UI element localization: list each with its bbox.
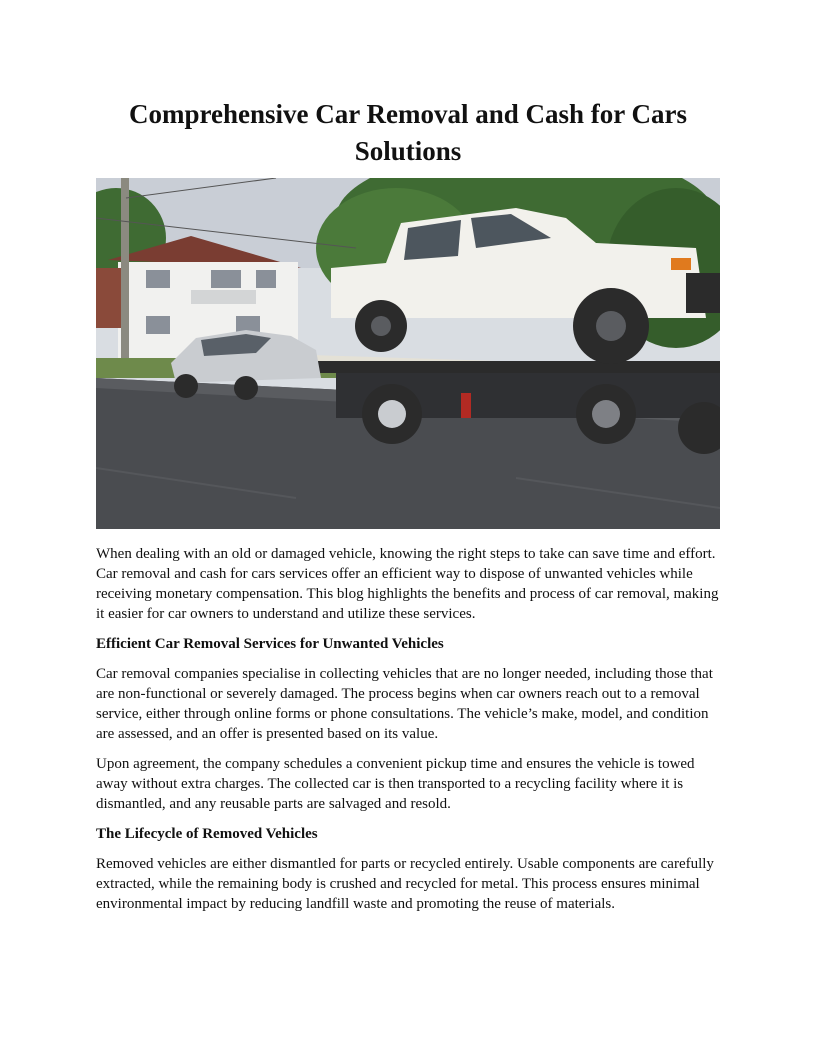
removal-services-paragraph-2: Upon agreement, the company schedules a convenient pickup time and ensures the vehicle is towed away without extra charges. The collected car is then transported to a recycling facility where it is dismantled, and any reusable parts are salvaged and resold. bbox=[96, 756, 695, 812]
page-title: Comprehensive Car Removal and Cash for Cars Solutions bbox=[129, 99, 687, 166]
tow-truck-photo bbox=[96, 178, 720, 529]
document-page bbox=[96, 96, 720, 924]
intro-paragraph: When dealing with an old or damaged vehicle, knowing the right steps to take can save time and effort. Car removal and cash for cars services offer an efficient way to dispose of unwanted vehicles while receiving monetary compensation. This blog highlights the benefits and process of car removal, making it easier for car owners to understand and utilize these services. bbox=[96, 546, 719, 622]
section-heading-removal-services: Efficient Car Removal Services for Unwanted Vehicles bbox=[96, 636, 444, 652]
lifecycle-paragraph: Removed vehicles are either dismantled for parts or recycled entirely. Usable components are carefully extracted, while the remaining body is crushed and recycled for metal. This process ensures minimal environmental impact by reducing landfill waste and promoting the reuse of materials. bbox=[96, 856, 714, 912]
section-heading-lifecycle: The Lifecycle of Removed Vehicles bbox=[96, 826, 318, 842]
removal-services-paragraph-1: Car removal companies specialise in collecting vehicles that are no longer needed, including those that are non-functional or severely damaged. The process begins when car owners reach out to a removal service, either through online forms or phone consultations. The vehicle’s make, model, and condition are assessed, and an offer is presented based on its value. bbox=[96, 666, 713, 742]
